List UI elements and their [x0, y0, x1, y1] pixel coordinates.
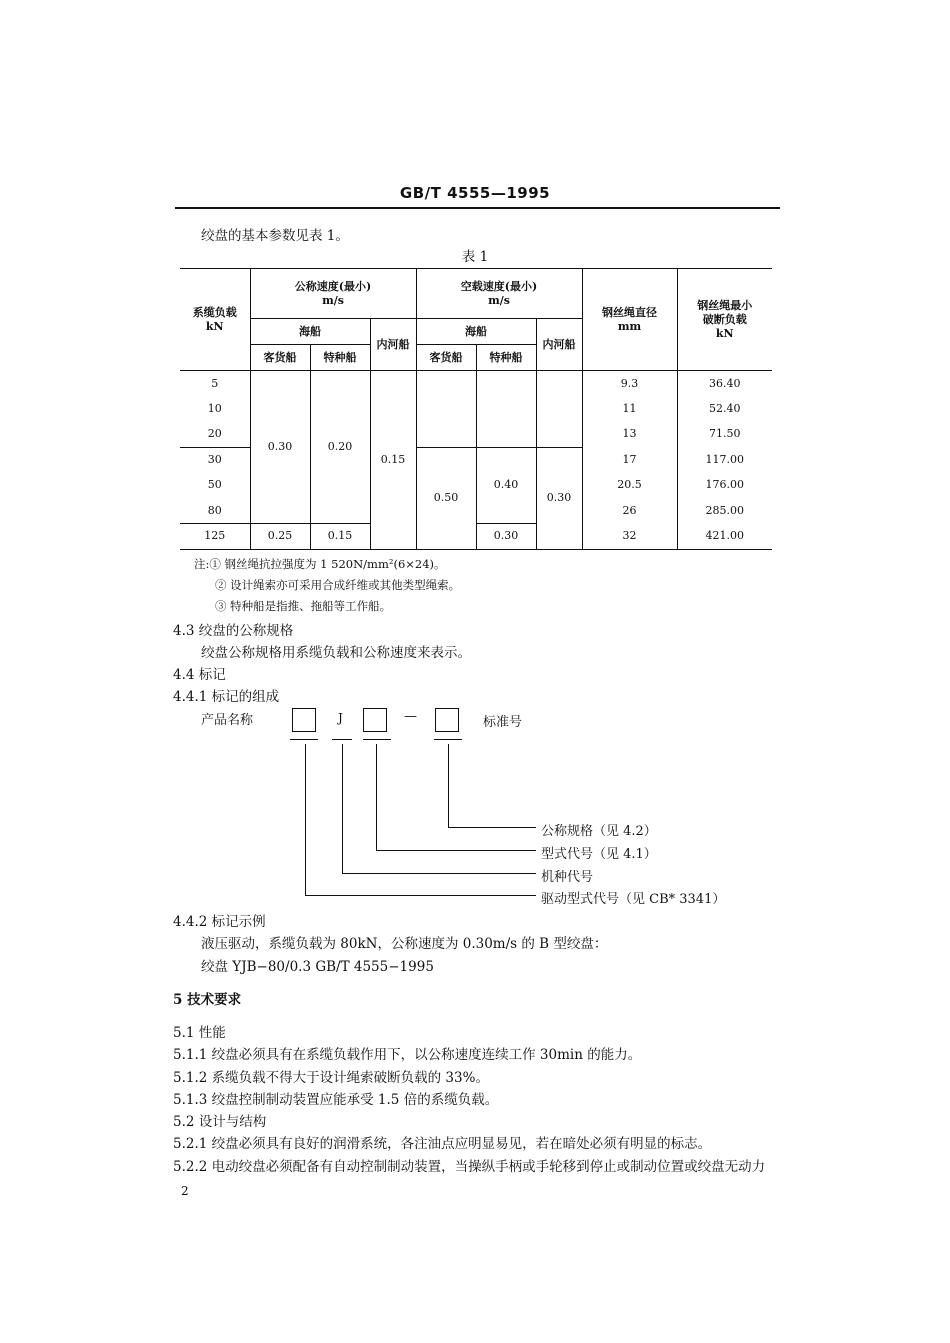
parameter-table	[180, 268, 772, 550]
section-5-1-3: 5.1.3 绞盘控制制动装置应能承受 1.5 倍的系缆负载。	[173, 1092, 499, 1108]
header-sea-ship: 海船	[250, 319, 370, 345]
section-4-4-1-title: 4.4.1 标记的组成	[173, 689, 280, 705]
diameter-cell: 11	[582, 396, 677, 422]
product-name-label: 产品名称	[201, 713, 254, 728]
break-cell: 421.00	[677, 524, 772, 550]
noload-river-cell: 0.30	[536, 447, 582, 549]
drive-type-box	[292, 708, 316, 732]
table-caption: 表 1	[461, 249, 489, 265]
section-5-2-2: 5.2.2 电动绞盘必须配备有自动控制制动装置，当操纵手柄或手轮移到停止或制动位置或绞盘无动力	[173, 1159, 766, 1175]
nominal-river-cell: 0.15	[370, 371, 416, 550]
nominal-cargo-cell: 0.25	[250, 524, 310, 550]
load-cell: 125	[180, 524, 250, 550]
example-line-1: 液压驱动，系缆负载为 80kN，公称速度为 0.30m/s 的 B 型绞盘：	[201, 936, 608, 952]
noload-cargo-empty	[416, 371, 476, 448]
header-noload-speed: 空载速度(最小) m/s	[416, 269, 582, 319]
section-4-4-2-title: 4.4.2 标记示例	[173, 914, 266, 930]
note-3: ③ 特种船是指推、拖船等工作船。	[215, 599, 392, 613]
section-5-title: 5 技术要求	[173, 992, 242, 1008]
diameter-cell: 9.3	[582, 371, 677, 397]
diameter-cell: 20.5	[582, 473, 677, 499]
load-cell: 20	[207, 427, 222, 440]
header-sea-ship-2: 海船	[416, 319, 536, 345]
load-cell: 30	[180, 447, 250, 473]
standard-number-label: 标准号	[483, 715, 523, 730]
load-cell: 10	[207, 401, 222, 415]
break-cell: 36.40	[677, 371, 772, 397]
noload-special-cell: 0.30	[476, 524, 536, 550]
break-cell: 71.50	[677, 422, 772, 448]
noload-cargo-cell: 0.50	[416, 447, 476, 549]
section-4-3-text: 绞盘公称规格用系缆负载和公称速度来表示。	[201, 645, 471, 661]
header-river-ship-2: 内河船	[536, 319, 582, 371]
noload-river-empty	[536, 371, 582, 448]
diameter-cell: 17	[582, 447, 677, 473]
nominal-spec-box	[435, 708, 459, 732]
break-cell: 52.40	[677, 396, 772, 422]
section-4-3-title: 4.3 绞盘的公称规格	[173, 623, 294, 639]
break-cell: 285.00	[677, 498, 772, 524]
header-cargo-ship-2: 客货船	[416, 345, 476, 371]
nominal-cargo-cell: 0.30	[250, 371, 310, 524]
section-5-2-1: 5.2.1 绞盘必须具有良好的润滑系统，各注油点应明显易见，若在暗处必须有明显的标志。	[173, 1136, 712, 1152]
model-code-box	[363, 708, 387, 732]
diameter-cell: 13	[582, 422, 677, 448]
label-drive-type: 驱动型式代号（见 CB* 3341）	[541, 892, 726, 907]
diameter-cell: 26	[582, 498, 677, 524]
load-cell: 80	[207, 503, 222, 517]
dash-symbol: —	[404, 709, 417, 724]
header-river-ship: 内河船	[370, 319, 416, 371]
diameter-cell: 32	[582, 524, 677, 550]
header-break-load: 钢丝绳最小 破断负载 kN	[677, 269, 772, 371]
header-special-ship-2: 特种船	[476, 345, 536, 371]
noload-special-empty	[476, 371, 536, 448]
noload-special-cell: 0.40	[476, 447, 536, 524]
machine-code-j: J	[338, 711, 343, 725]
load-cell: 5	[211, 376, 219, 390]
break-cell: 117.00	[677, 447, 772, 473]
header-diameter: 钢丝绳直径 mm	[582, 269, 677, 371]
header-special-ship: 特种船	[310, 345, 370, 371]
break-cell: 176.00	[677, 473, 772, 499]
section-5-1-title: 5.1 性能	[173, 1025, 226, 1041]
intro-text: 绞盘的基本参数见表 1。	[201, 228, 349, 244]
header-rule	[175, 207, 780, 209]
label-machine-code: 机种代号	[541, 870, 594, 885]
section-5-2-title: 5.2 设计与结构	[173, 1114, 267, 1130]
section-4-4-title: 4.4 标记	[173, 667, 226, 683]
load-cell: 50	[207, 478, 222, 492]
header-load: 系缆负载 kN	[180, 269, 250, 371]
page-number: 2	[181, 1184, 189, 1198]
nominal-special-cell: 0.15	[310, 524, 370, 550]
standard-header: GB/T 4555—1995	[399, 184, 551, 202]
header-cargo-ship: 客货船	[250, 345, 310, 371]
note-2: ② 设计绳索亦可采用合成纤维或其他类型绳索。	[215, 578, 461, 592]
header-nominal-speed: 公称速度(最小) m/s	[250, 269, 416, 319]
label-nominal-spec: 公称规格（见 4.2）	[541, 824, 657, 839]
example-line-2: 绞盘 YJB−80/0.3 GB/T 4555−1995	[201, 959, 434, 975]
nominal-special-cell: 0.20	[310, 371, 370, 524]
note-1: 注:① 钢丝绳抗拉强度为 1 520N/mm²(6×24)。	[194, 557, 446, 571]
section-5-1-1: 5.1.1 绞盘必须具有在系缆负载作用下，以公称速度连续工作 30min 的能力。	[173, 1047, 642, 1063]
label-model-code: 型式代号（见 4.1）	[541, 847, 657, 862]
section-5-1-2: 5.1.2 系缆负载不得大于设计绳索破断负载的 33%。	[173, 1070, 489, 1086]
